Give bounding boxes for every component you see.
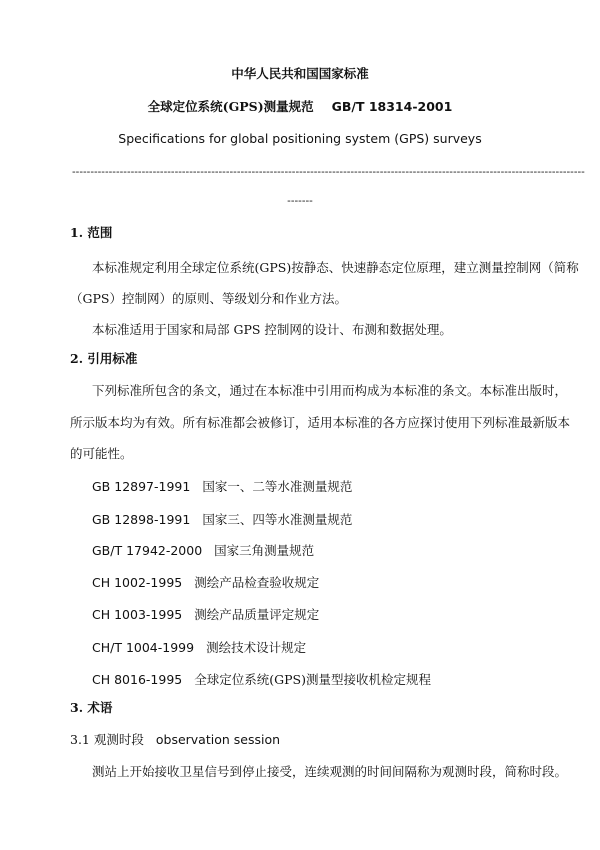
reference-item xyxy=(92,605,319,623)
references-intro-line: 的可能性。 xyxy=(70,446,133,461)
scope-applicability: 本标准适用于国家和局部 GPS 控制网的设计、布测和数据处理。 xyxy=(92,322,452,337)
reference-item xyxy=(92,541,314,559)
reference-code: GB/T 17942-2000 xyxy=(92,543,203,558)
standard-name: 全球定位系统(GPS)测量规范 xyxy=(147,99,314,114)
term-english: observation session xyxy=(155,732,281,747)
reference-title: 国家三角测量规范 xyxy=(214,543,315,558)
reference-item xyxy=(92,670,431,688)
reference-code: GB 12897-1991 xyxy=(92,479,191,494)
reference-title: 国家一、二等水准测量规范 xyxy=(202,479,353,494)
references-intro-line: 下列标准所包含的条文，通过在本标准中引用而构成为本标准的条文。本标准出版时， xyxy=(92,383,568,398)
standard-title-en: Specifications for global positioning system (GPS) surveys xyxy=(118,131,482,146)
reference-title: 测绘产品质量评定规定 xyxy=(194,607,320,622)
document-title-cn: 中华人民共和国国家标准 xyxy=(231,66,369,81)
reference-item xyxy=(92,638,306,656)
reference-item xyxy=(92,477,352,495)
term-definition: 测站上开始接收卫星信号到停止接受，连续观测的时间间隔称为观测时段，简称时段。 xyxy=(92,764,568,779)
reference-title: 测绘技术设计规定 xyxy=(206,640,307,655)
references-intro-line: 所示版本均为有效。所有标准都会被修订，适用本标准的各方应探讨使用下列标准最新版本 xyxy=(70,415,571,430)
reference-code: CH 1003-1995 xyxy=(92,607,183,622)
reference-item xyxy=(92,510,352,528)
separator-line: -------------------------------------------------------------------------------------------------------------------------------------------- xyxy=(72,166,585,178)
section-heading-references: 2. 引用标准 xyxy=(70,351,138,366)
section-heading-terms: 3. 术语 xyxy=(70,700,113,715)
reference-code: CH 8016-1995 xyxy=(92,672,183,687)
reference-title: 全球定位系统(GPS)测量型接收机检定规程 xyxy=(194,672,431,687)
scope-paragraph-line: （GPS）控制网）的原则、等级划分和作业方法。 xyxy=(70,291,347,306)
reference-item xyxy=(92,573,319,591)
reference-title: 测绘产品检查验收规定 xyxy=(194,575,320,590)
section-heading-scope: 1. 范围 xyxy=(70,225,113,240)
reference-code: CH/T 1004-1999 xyxy=(92,640,195,655)
reference-title: 国家三、四等水准测量规范 xyxy=(202,512,353,527)
reference-code: GB 12898-1991 xyxy=(92,512,191,527)
standard-code: GB/T 18314-2001 xyxy=(331,99,453,114)
reference-code: CH 1002-1995 xyxy=(92,575,183,590)
standard-title xyxy=(0,97,600,115)
scope-paragraph-line: 本标准规定利用全球定位系统(GPS)按静态、快速静态定位原理，建立测量控制网（简称 xyxy=(92,260,579,275)
term-label: 3.1 观测时段 xyxy=(70,732,144,747)
term-entry xyxy=(70,730,280,748)
separator-line-continued: ------- xyxy=(287,195,313,207)
